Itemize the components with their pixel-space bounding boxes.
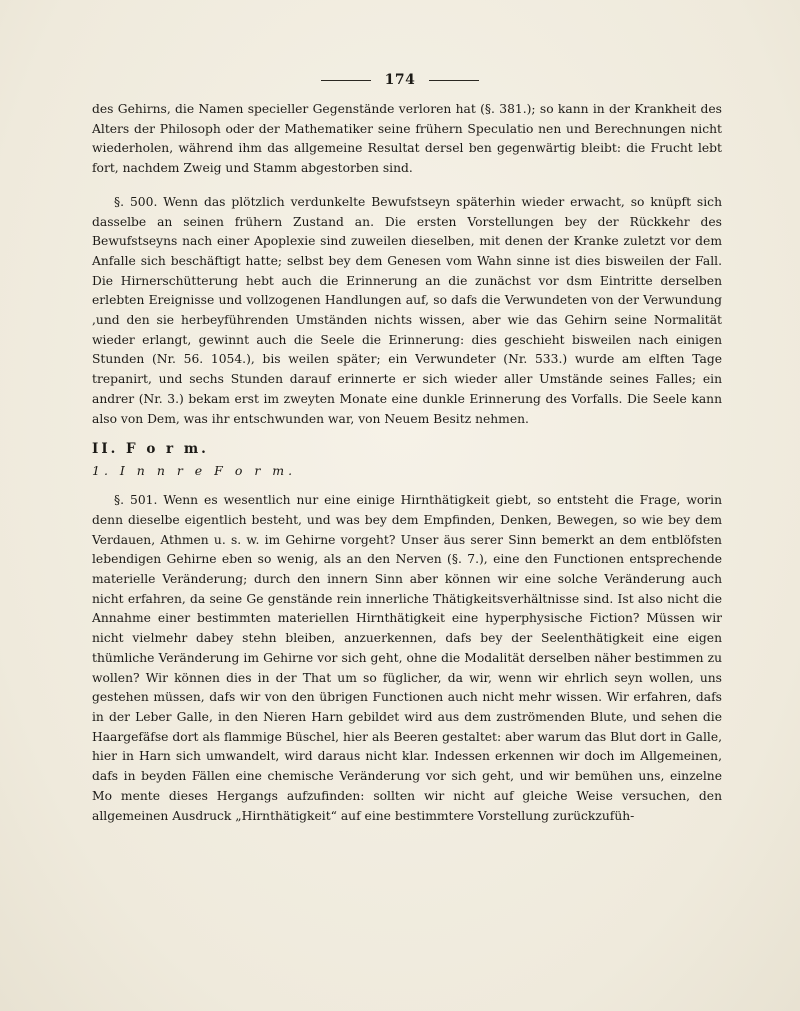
text-line: vielmehr dabey stehn bleiben, anzuerkennen, dafs bey der Seelenthätigkeit eine eigen: [132, 631, 723, 646]
text-line: sinne ist dies bisweilen der Fall. Die Hirnerschütterung hebt auch die Erinnerung an die: [92, 253, 722, 288]
text-line: wird daraus nicht klar. Indessen erkennen wir doch im Allgemeinen, dafs in beyden: [92, 749, 722, 784]
text-line: bekam erst im zweyten Monate eine dunkle Erinnerung des Vorfalls. Die Seele kann: [188, 391, 723, 406]
text-line: nicht mehr wissen. Wir erfahren, dafs in der Leber Galle, in den Nieren Harn gebildet wird: [92, 690, 722, 724]
text-line: §. 500. Wenn das plötzlich verdunkelte Bewufstseyn späterhin wieder erwacht, so: [114, 194, 651, 209]
section-heading: II. F o r m.: [92, 441, 209, 458]
text-line: Fällen eine chemische Veränderung vor sich geht, und wir bemühen uns, einzelne Mo: [92, 769, 722, 803]
text-line: mente dieses Hergangs aufzufinden: sollten wir nicht auf gleiche Weise versuchen, den: [120, 788, 722, 803]
text-line: allgemeinen Ausdruck „Hirnthätigkeit“ auf eine bestimmtere Vorstellung zurückzufüh-: [92, 808, 635, 823]
header-rule-left: [321, 80, 371, 81]
paragraph-continued: [92, 100, 722, 179]
text-line: Rückkehr des Bewufstseyns nach einer Apoplexie sind zuweilen dieselben, mit denen der: [92, 214, 722, 249]
text-line: Nerven (§. 7.), eine den Functionen entsprechende materielle Veränderung; durch den: [92, 552, 722, 587]
text-line: Seele die Erinnerung: dies geschieht bisweilen nach einigen Stunden (Nr. 56. 1054.), bis: [92, 332, 722, 367]
text-line: Stunden darauf erinnerte er sich wieder aller Umstände seines Falles; ein andrer (Nr. 3.): [92, 372, 723, 406]
subsection-heading: 1. I n n r e F o r m.: [92, 463, 297, 479]
text-line: so dafs die Verwundeten von der Verwundung ,und den sie herbeyführenden Umständen: [92, 293, 722, 328]
text-line: also von Dem, was ihr entschwunden war, von Neuem Besitz nehmen.: [92, 411, 529, 426]
text-line: bestimmen zu wollen? Wir können dies in der That um so füglicher, da wir, wenn: [92, 650, 722, 685]
text-line: ben gegenwärtig bleibt: die Frucht lebt fort, nachdem Zweig und Stamm abgestorben: [92, 141, 722, 176]
text-line: Kranke zuletzt vor dem Anfalle sich beschäftigt hatte; selbst bey dem Genesen vom Wahn: [92, 234, 722, 268]
text-line: thümliche Veränderung im Gehirne vor sich geht, ohne die Modalität derselben näher: [92, 650, 635, 665]
paragraph-500: [92, 193, 722, 429]
text-line: aus dem zuströmenden Blute, und sehen die Haargefäfse dort als flammige Büschel, hier: [92, 709, 722, 744]
text-line: innern Sinn aber können wir eine solche Veränderung auch nicht erfahren, da seine Ge: [92, 572, 722, 606]
text-line: nichts wissen, aber wie das Gehirn seine Normalität wieder erlangt, gewinnt auch die: [92, 313, 722, 347]
text-line: Frage, worin denn dieselbe eigentlich besteht, und was bey dem Empfinden, Denken,: [92, 493, 722, 527]
text-line: Krankheit des Alters der Philosoph oder der Mathematiker seine frühern Speculatio: [92, 102, 722, 136]
text-line: sind.: [382, 161, 413, 176]
text-line: §. 501. Wenn es wesentlich nur eine einige Hirnthätigkeit giebt, so entsteht die: [114, 493, 640, 508]
text-line: des Gehirns, die Namen specieller Gegenstände verloren hat (§. 381.); so kann in der: [92, 102, 635, 116]
page-number: 174: [384, 72, 416, 88]
text-line: zunächst vor dsm Eintritte derselben erlebten Ereignisse und vollzogenen Handlungen auf,: [92, 273, 722, 308]
header-rule-right: [429, 80, 479, 81]
text-line: wir ehrlich seyn wollen, uns gestehen müssen, dafs wir von den übrigen Functionen auch: [92, 670, 722, 705]
text-line: nen und Berechnungen nicht wiederholen, während ihm das allgemeine Resultat dersel: [92, 121, 722, 156]
paragraph-501: [92, 491, 722, 826]
text-line: knüpft sich dasselbe an seinen frühern Zustand an. Die ersten Vorstellungen bey der: [92, 194, 722, 229]
text-line: genstände rein innerliche Thätigkeitsverhältnisse sind. Ist also nicht die Annahme einer: [92, 591, 722, 626]
text-line: weilen später; ein Verwundeter (Nr. 533.) wurde am elften Tage trepanirt, und sechs: [92, 352, 722, 387]
text-line: serer Sinn bemerkt an dem entblöfsten lebendigen Gehirne eben so wenig, als an den: [92, 532, 722, 567]
body-text: [92, 100, 722, 826]
text-line: Bewegen, so wie bey dem Verdauen, Athmen u. s. w. im Gehirne vorgeht? Unser äus: [92, 512, 722, 547]
text-line: als Beeren gestaltet: aber warum das Blut dort in Galle, hier in Harn sich umwandelt,: [92, 729, 723, 764]
page-header: [0, 72, 800, 88]
text-line: bestimmten materiellen Hirnthätigkeit eine hyperphysische Fiction? Müssen wir nicht: [92, 611, 723, 646]
